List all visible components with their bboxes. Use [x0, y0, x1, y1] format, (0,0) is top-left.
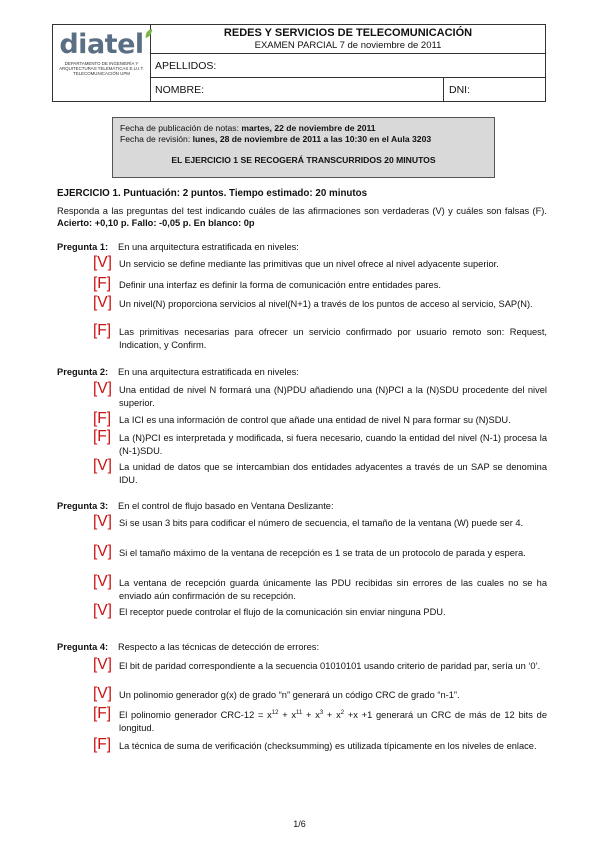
answer-text-polynomial: El polinomio generador $CRC-12 = x^{12} + x^{11} + x^3 + x^2 +x +1$ generará un CRC de más de 12 bits de longitud. — [119, 709, 547, 733]
answer-mark: [V] — [93, 573, 112, 590]
polynomial-prefix: El polinomio generador CRC-12 = x — [119, 710, 272, 720]
question-2-header — [57, 367, 299, 377]
diatel-logo — [59, 29, 143, 60]
title-cell — [151, 25, 545, 54]
publication-line — [120, 123, 494, 134]
question-label: Pregunta 1: — [57, 242, 109, 252]
question-stem: En una arquitectura estratificada en niveles: — [118, 367, 299, 377]
answer-mark: [V] — [93, 254, 112, 271]
apellidos-field[interactable] — [151, 54, 545, 78]
answer-text: La ICI es una información de control que añade una entidad de nivel N para formar su (N)SDU. — [119, 415, 511, 425]
announcement: EL EJERCICIO 1 SE RECOGERÁ TRANSCURRIDOS 20 MINUTOS — [171, 155, 436, 165]
header-table — [52, 24, 546, 102]
answer-mark: [F] — [93, 428, 112, 445]
exam-subtitle: EXAMEN PARCIAL 7 de noviembre de 2011 — [254, 40, 442, 51]
publication-date: martes, 22 de noviembre de 2011 — [241, 123, 376, 133]
logo-cell — [53, 25, 151, 101]
polynomial-suffix: generará un CRC de más de 12 bits de longitud. — [119, 710, 547, 733]
publication-label: Fecha de publicación de notas: — [120, 123, 242, 133]
question-stem: En una arquitectura estratificada en niveles: — [118, 242, 299, 252]
answer-mark: [F] — [93, 410, 112, 427]
page-number: 1/6 — [293, 819, 306, 829]
answer-mark: [F] — [93, 275, 112, 292]
answer-text: Un polinomio generador g(x) de grado “n” generará un código CRC de grado “n-1”. — [119, 690, 460, 700]
answer-mark: [V] — [93, 656, 112, 673]
answer-text: Un nivel(N) proporciona servicios al nivel(N+1) a través de los puntos de acceso al servicio, SAP(N). — [119, 299, 533, 309]
logo-text: diatel — [59, 29, 144, 60]
answer-mark: [V] — [93, 380, 112, 397]
answer-mark: [F] — [93, 705, 112, 722]
nombre-label: NOMBRE: — [155, 84, 205, 96]
answer-text: La (N)PCI es interpretada y modificada, si fuera necesario, cuando la entidad del nivel (N-1) procesa la (N-1)SDU. — [119, 433, 547, 456]
answer-text: El bit de paridad correspondiente a la secuencia 01010101 usando criterio de paridad par, sería un ‘0’. — [119, 661, 541, 671]
answer-text: Si el tamaño máximo de la ventana de recepción es 1 se trata de un protocolo de parada y espera. — [119, 548, 526, 558]
answer-text: Una entidad de nivel N formará una (N)PDU añadiendo una (N)PCI a la (N)SDU procedente del nivel superior. — [119, 385, 547, 408]
answer-text: Un servicio se define mediante las primitivas que un nivel ofrece al nivel adyacente superior. — [119, 259, 499, 269]
question-label: Pregunta 2: — [57, 367, 109, 377]
question-stem: En el control de flujo basado en Ventana Deslizante: — [118, 501, 334, 511]
intro-text: Responda a las preguntas del test indicando cuáles de las afirmaciones son verdaderas (V) y cuáles son falsas (F). — [57, 206, 547, 216]
answer-text: El receptor puede controlar el flujo de la comunicación sin enviar ninguna PDU. — [119, 607, 446, 617]
nombre-dni-row — [151, 78, 545, 101]
answer-mark: [V] — [93, 685, 112, 702]
question-stem: Respecto a las técnicas de detección de errores: — [118, 642, 320, 652]
answer-mark: [F] — [93, 736, 112, 753]
answer-mark: [V] — [93, 457, 112, 474]
scoring-rules: Acierto: +0,10 p. Fallo: -0,05 p. En blanco: 0p — [57, 218, 255, 228]
answer-mark: [V] — [93, 513, 112, 530]
question-1-header — [57, 242, 299, 252]
question-4-header — [57, 642, 319, 652]
question-label: Pregunta 3: — [57, 501, 109, 511]
answer-mark: [V] — [93, 294, 112, 311]
answer-text: Si se usan 3 bits para codificar el número de secuencia, el tamaño de la ventana (W) puede ser 4. — [119, 518, 524, 528]
course-title: REDES Y SERVICIOS DE TELECOMUNICACIÓN — [223, 27, 473, 39]
answer-text: La unidad de datos que se intercambian dos entidades adyacentes a través de un SAP se denomina IDU. — [119, 462, 547, 485]
dni-divider — [443, 78, 444, 101]
answer-mark: [F] — [93, 322, 112, 339]
answer-text: Definir una interfaz es definir la forma de comunicación entre entidades pares. — [119, 280, 441, 290]
info-box — [112, 117, 495, 178]
exercise-name: EJERCICIO 1 — [57, 188, 118, 199]
dni-label: DNI: — [449, 84, 470, 96]
revision-line — [120, 134, 494, 145]
answer-mark: [V] — [93, 602, 112, 619]
exercise-intro — [57, 205, 547, 229]
logo-subtitle: DEPARTAMENTO DE INGENIERÍA Y ARQUITECTURAS TELEMÁTICAS E.U.I.T. TELECOMUNICACIÓN UPM — [59, 61, 144, 76]
question-3-header — [57, 501, 334, 511]
answer-mark: [V] — [93, 543, 112, 560]
answer-text: La técnica de suma de verificación (checksumming) es utilizada típicamente en los niveles de enlace. — [119, 741, 537, 751]
revision-date: lunes, 28 de noviembre de 2011 a las 10:30 en el Aula 3203 — [192, 134, 432, 144]
exercise-title — [57, 188, 367, 199]
apellidos-label: APELLIDOS: — [155, 60, 217, 72]
exercise-score: . Puntuación: 2 puntos. Tiempo estimado: 20 minutos — [117, 188, 368, 199]
question-label: Pregunta 4: — [57, 642, 109, 652]
revision-label: Fecha de revisión: — [120, 134, 193, 144]
answer-text: Las primitivas necesarias para ofrecer un servicio confirmado por usuario remoto son: Request, Indication, y Confirm. — [119, 327, 547, 350]
answer-text: La ventana de recepción guarda únicamente las PDU recibidas sin errores de las cuales no se ha enviado aún confirmación de su recepción. — [119, 578, 547, 601]
